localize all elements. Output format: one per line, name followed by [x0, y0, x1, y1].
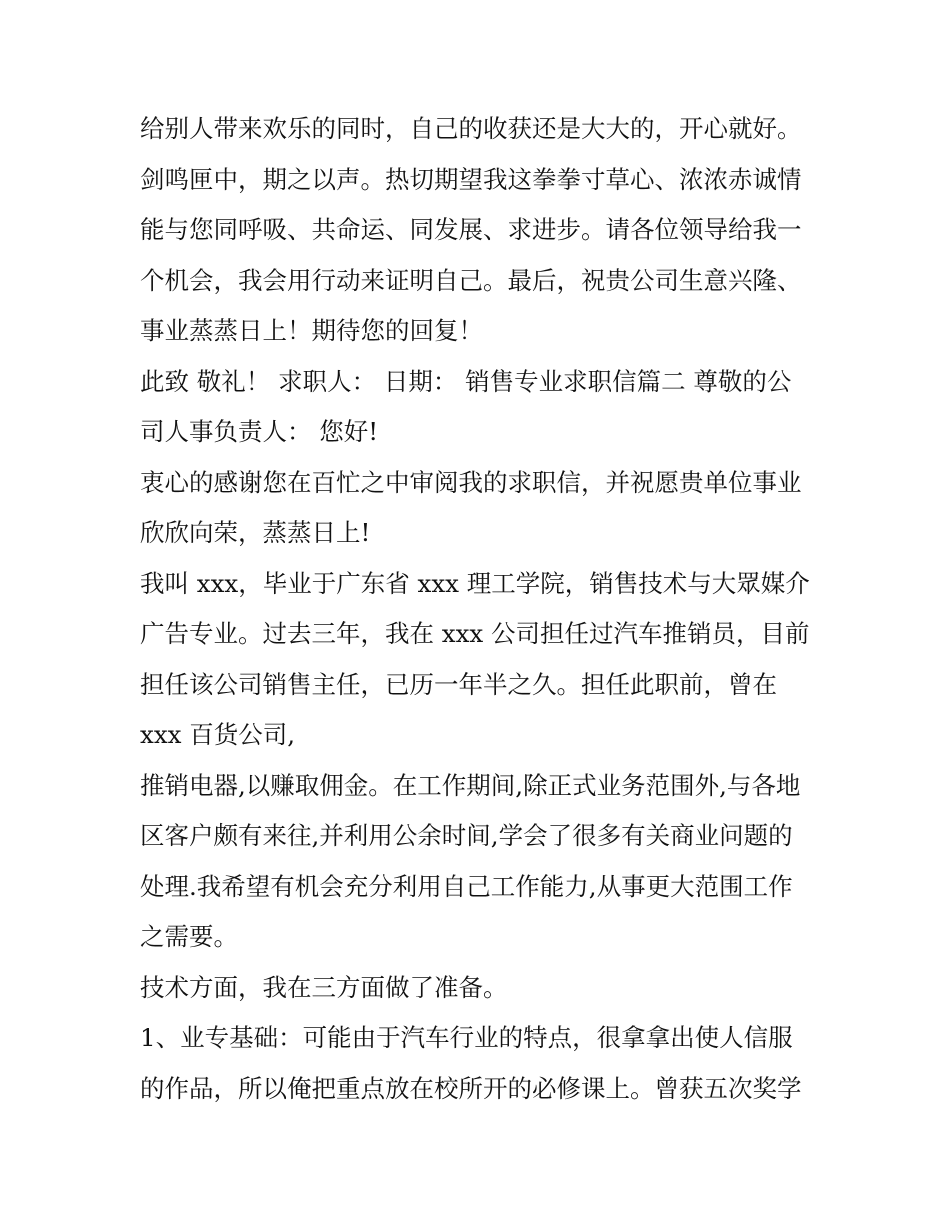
text-line: 的作品，所以俺把重点放在校所开的必修课上。曾获五次奖学 — [140, 1073, 802, 1103]
text-line: 区客户颇有来往,并利用公余时间,学会了很多有关商业问题的 — [140, 821, 793, 850]
text-line: 能与您同呼吸、共命运、同发展、求进步。请各位领导给我一 — [140, 215, 802, 244]
text-line: 事业蒸蒸日上！期待您的回复！ — [140, 316, 483, 345]
text-line: 剑鸣匣中，期之以声。热切期望我这拳拳寸草心、浓浓赤诚情 — [140, 164, 802, 194]
text-line: xxx 百货公司, — [140, 720, 296, 749]
text-line: 给别人带来欢乐的同时，自己的收获还是大大的，开心就好。 — [140, 114, 802, 143]
text-line: 处理.我希望有机会充分利用自己工作能力,从事更大范围工作 — [140, 871, 793, 901]
text-line: 担任该公司销售主任，已历一年半之久。担任此职前，曾在 — [140, 669, 777, 699]
text-line: 推销电器,以赚取佣金。在工作期间,除正式业务范围外,与各地 — [140, 770, 801, 800]
text-line: 技术方面，我在三方面做了准备。 — [140, 972, 508, 1002]
text-line: 欣欣向荣，蒸蒸日上! — [140, 518, 371, 547]
text-line: 个机会，我会用行动来证明自己。最后，祝贵公司生意兴隆、 — [140, 265, 802, 295]
text-line: 广告专业。过去三年，我在 xxx 公司担任过汽车推销员，目前 — [140, 619, 810, 648]
text-line: 我叫 xxx，毕业于广东省 xxx 理工学院，销售技术与大眾媒介 — [140, 568, 810, 598]
document-body — [140, 104, 820, 1114]
text-line: 之需要。 — [140, 922, 238, 951]
text-line: 衷心的感谢您在百忙之中审阅我的求职信，并祝愿贵单位事业 — [140, 467, 802, 497]
text-line: 1、业专基础：可能由于汽车行业的特点，很拿拿出使人信服 — [140, 1023, 793, 1052]
text-line: 此致 敬礼！ 求职人： 日期： 销售专业求职信篇二 尊敬的公 — [140, 366, 792, 396]
text-line: 司人事负责人： 您好! — [140, 417, 379, 446]
